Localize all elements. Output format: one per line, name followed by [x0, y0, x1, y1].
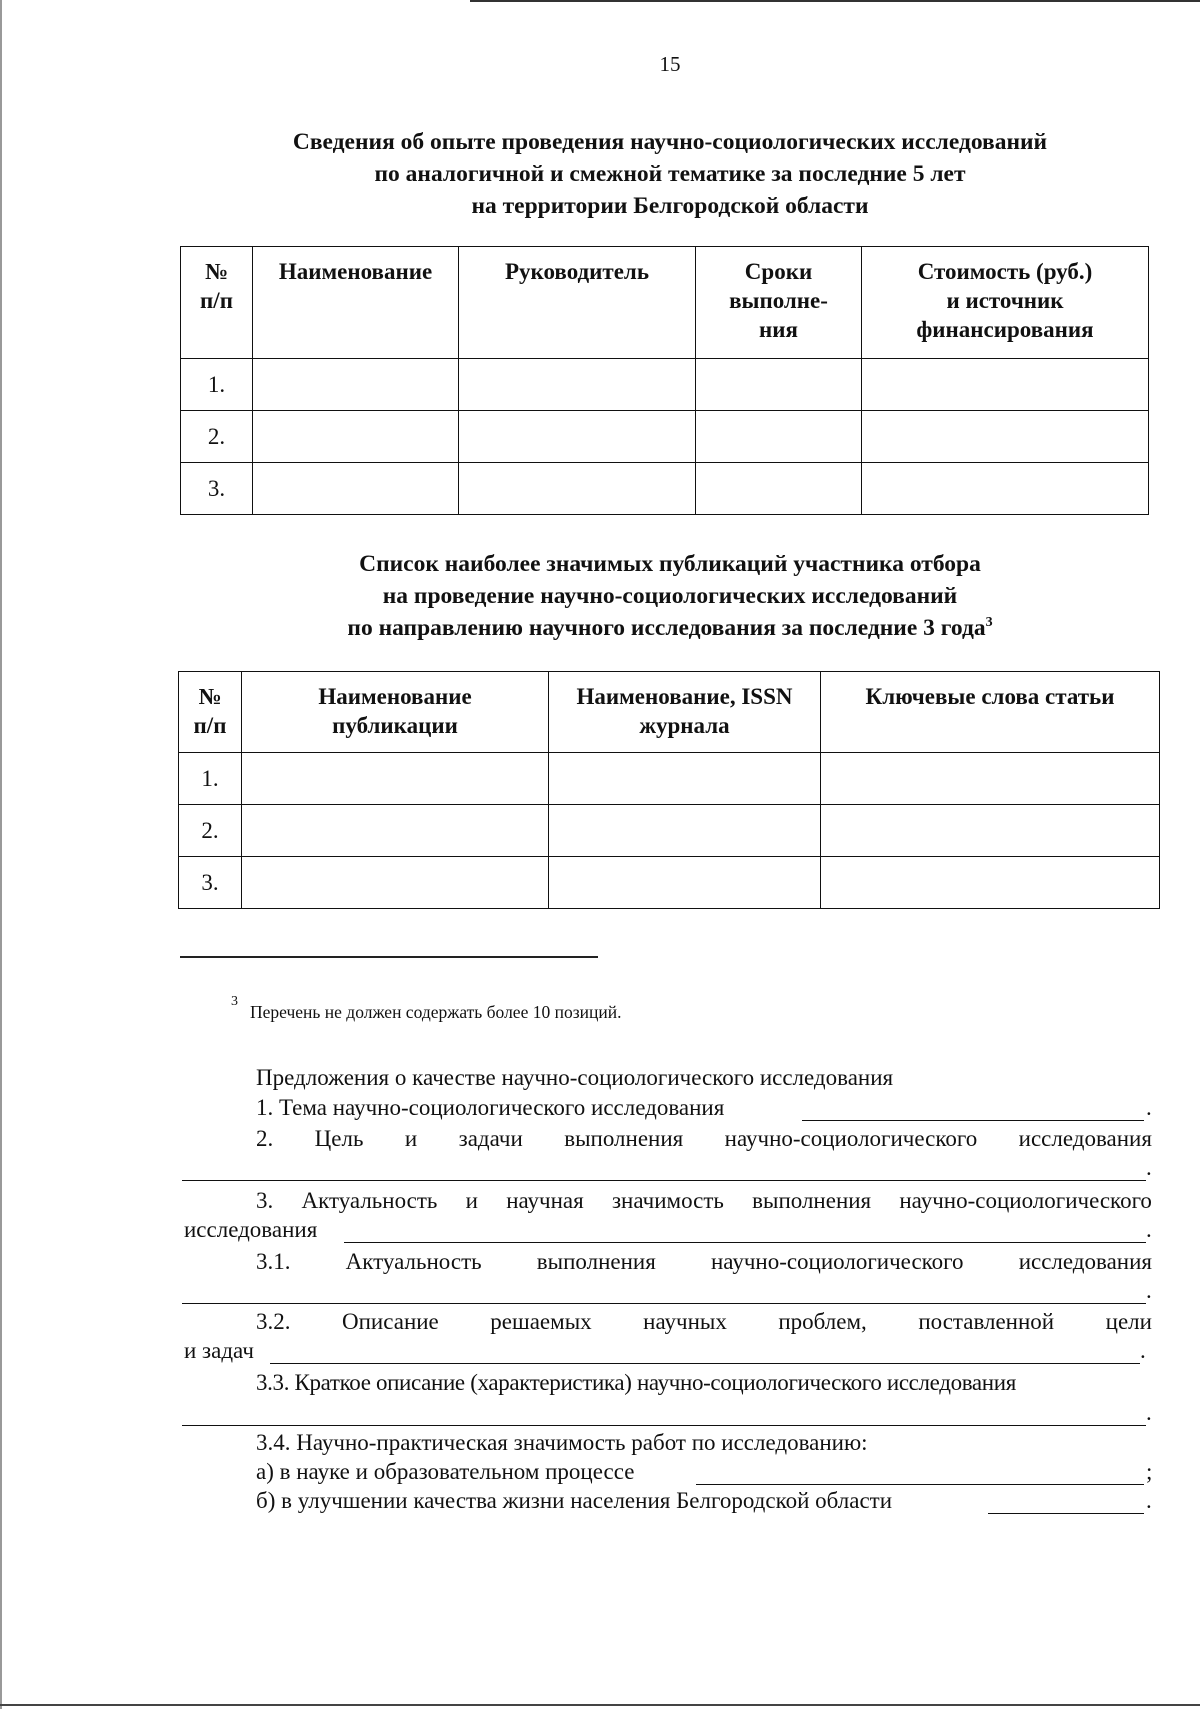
period: .	[1146, 1400, 1152, 1425]
header-line: Наименование, ISSN	[576, 684, 793, 709]
period: .	[1140, 1338, 1146, 1363]
table-cell[interactable]	[862, 359, 1149, 411]
header-line: Руководитель	[505, 259, 649, 284]
footnote-text: Перечень не должен содержать более 10 позиций.	[250, 1002, 622, 1022]
period: .	[1146, 1095, 1152, 1120]
word: научно-социологического	[724, 1126, 978, 1151]
period: .	[1146, 1278, 1152, 1303]
item3-continuation: исследования	[184, 1217, 318, 1242]
header-line: Стоимость (руб.)	[917, 259, 1093, 284]
word: проблем,	[778, 1309, 867, 1334]
section2-title	[180, 548, 1160, 644]
table-cell[interactable]	[459, 463, 696, 515]
row-number: 2.	[181, 411, 253, 463]
item34b-blank[interactable]	[988, 1513, 1144, 1514]
table-cell[interactable]	[821, 805, 1160, 857]
header-line: ния	[759, 317, 798, 342]
word: выполнения	[564, 1126, 684, 1151]
section2-title-line	[180, 612, 1160, 644]
header-keywords	[821, 672, 1160, 753]
item32-blank[interactable]	[270, 1363, 1140, 1364]
section1-title-line: на территории Белгородской области	[471, 193, 869, 219]
period: .	[1146, 1488, 1152, 1513]
table-row	[179, 753, 1160, 805]
table-cell[interactable]	[242, 753, 549, 805]
header-line: п/п	[193, 713, 227, 738]
section1-title	[180, 126, 1160, 222]
item1-label: 1. Тема научно-социологического исследования	[256, 1095, 725, 1120]
header-publication	[242, 672, 549, 753]
word: исследования	[1018, 1249, 1152, 1274]
table-cell[interactable]	[242, 857, 549, 909]
word: цели	[1105, 1309, 1152, 1334]
word: научная	[506, 1188, 584, 1213]
period: .	[1146, 1217, 1152, 1242]
word: Актуальность	[345, 1249, 482, 1274]
word: 3.1.	[256, 1249, 291, 1274]
section1-title-line: Сведения об опыте проведения научно-социологических исследований	[292, 129, 1048, 155]
table-cell[interactable]	[242, 805, 549, 857]
table-cell[interactable]	[862, 411, 1149, 463]
word: научных	[643, 1309, 727, 1334]
word: решаемых	[490, 1309, 592, 1334]
header-line: журнала	[639, 713, 730, 738]
item1-blank[interactable]	[802, 1120, 1144, 1121]
table-cell[interactable]	[253, 411, 459, 463]
semicolon: ;	[1146, 1459, 1153, 1484]
scan-bottom-line	[0, 1704, 1200, 1706]
table-cell[interactable]	[696, 463, 862, 515]
word: значимость	[611, 1188, 724, 1213]
table-header-row	[181, 247, 1149, 359]
item2-blank[interactable]	[182, 1180, 1146, 1181]
header-cost	[862, 247, 1149, 359]
scan-left-edge	[0, 0, 2, 1709]
header-line: Наименование	[278, 259, 433, 284]
header-line: и источник	[946, 288, 1064, 313]
word: Описание	[342, 1309, 439, 1334]
table-row	[181, 463, 1149, 515]
section1-title-line: по аналогичной и смежной тематике за последние 5 лет	[374, 161, 966, 187]
table-cell[interactable]	[459, 359, 696, 411]
row-number: 1.	[181, 359, 253, 411]
table-cell[interactable]	[821, 753, 1160, 805]
footnote-separator	[180, 956, 598, 958]
section2-title-line: на проведение научно-социологических исследований	[382, 583, 958, 609]
scan-top-line	[470, 0, 1200, 2]
row-number: 2.	[179, 805, 242, 857]
header-name	[253, 247, 459, 359]
item32-line	[256, 1309, 1152, 1335]
item33-label: 3.3. Краткое описание (характеристика) научно-социологического исследования	[256, 1370, 1016, 1395]
header-line: Наименование	[318, 684, 472, 709]
table-cell[interactable]	[253, 463, 459, 515]
header-line: п/п	[200, 288, 233, 313]
word: Цель	[314, 1126, 364, 1151]
item33-blank[interactable]	[182, 1425, 1146, 1426]
footnote	[231, 994, 622, 1023]
word: 2.	[256, 1126, 274, 1151]
word: Актуальность	[301, 1188, 438, 1213]
word: поставленной	[918, 1309, 1055, 1334]
item34b-label: б) в улучшении качества жизни населения Белгородской области	[256, 1488, 893, 1513]
experience-table	[180, 246, 1149, 515]
word: и	[404, 1126, 418, 1151]
table-row	[181, 359, 1149, 411]
item31-line	[256, 1249, 1152, 1275]
header-line: Ключевые слова статьи	[865, 684, 1115, 709]
period: .	[1146, 1155, 1152, 1180]
table-row	[179, 857, 1160, 909]
word: выполнения	[752, 1188, 872, 1213]
word: исследования	[1018, 1126, 1152, 1151]
header-line: публикации	[332, 713, 458, 738]
table-cell[interactable]	[696, 411, 862, 463]
word: выполнения	[536, 1249, 656, 1274]
section2-title-text: по направлению научного исследования за последние 3 года	[347, 615, 986, 641]
header-number	[179, 672, 242, 753]
table-cell[interactable]	[696, 359, 862, 411]
item3-blank[interactable]	[344, 1242, 1146, 1243]
footnote-reference: 3	[985, 615, 993, 631]
proposals-heading: Предложения о качестве научно-социологического исследования	[256, 1065, 894, 1090]
item32-continuation: и задач	[184, 1338, 254, 1363]
publications-table	[178, 671, 1160, 909]
word: 3.	[256, 1188, 274, 1213]
header-journal	[549, 672, 821, 753]
table-cell[interactable]	[253, 359, 459, 411]
table-cell[interactable]	[549, 857, 821, 909]
header-line: №	[198, 684, 222, 709]
table-cell[interactable]	[549, 753, 821, 805]
row-number: 1.	[179, 753, 242, 805]
table-header-row	[179, 672, 1160, 753]
table-cell[interactable]	[459, 411, 696, 463]
word: задачи	[458, 1126, 523, 1151]
table-cell[interactable]	[862, 463, 1149, 515]
header-line: №	[204, 259, 229, 284]
footnote-mark: 3	[231, 994, 238, 1009]
word: научно-социологического	[710, 1249, 964, 1274]
section2-title-line: Список наиболее значимых публикаций участника отбора	[359, 551, 981, 577]
table-row	[179, 805, 1160, 857]
header-line: Сроки	[744, 259, 813, 284]
word: научно-социологического	[899, 1188, 1152, 1213]
header-terms	[696, 247, 862, 359]
table-row	[181, 411, 1149, 463]
word: и	[465, 1188, 478, 1213]
item3-line	[256, 1188, 1152, 1214]
table-cell[interactable]	[549, 805, 821, 857]
row-number: 3.	[179, 857, 242, 909]
page-number: 15	[659, 52, 681, 76]
table-cell[interactable]	[821, 857, 1160, 909]
word: 3.2.	[256, 1309, 291, 1334]
item2-line	[256, 1126, 1152, 1152]
item31-blank[interactable]	[182, 1303, 1146, 1304]
header-line: финансирования	[916, 317, 1094, 342]
item34a-blank[interactable]	[696, 1484, 1144, 1485]
row-number: 3.	[181, 463, 253, 515]
header-line: выполне-	[729, 288, 828, 313]
item34-label: 3.4. Научно-практическая значимость работ по исследованию:	[256, 1430, 868, 1455]
header-number	[181, 247, 253, 359]
item34a-label: а) в науке и образовательном процессе	[256, 1459, 635, 1484]
header-leader	[459, 247, 696, 359]
